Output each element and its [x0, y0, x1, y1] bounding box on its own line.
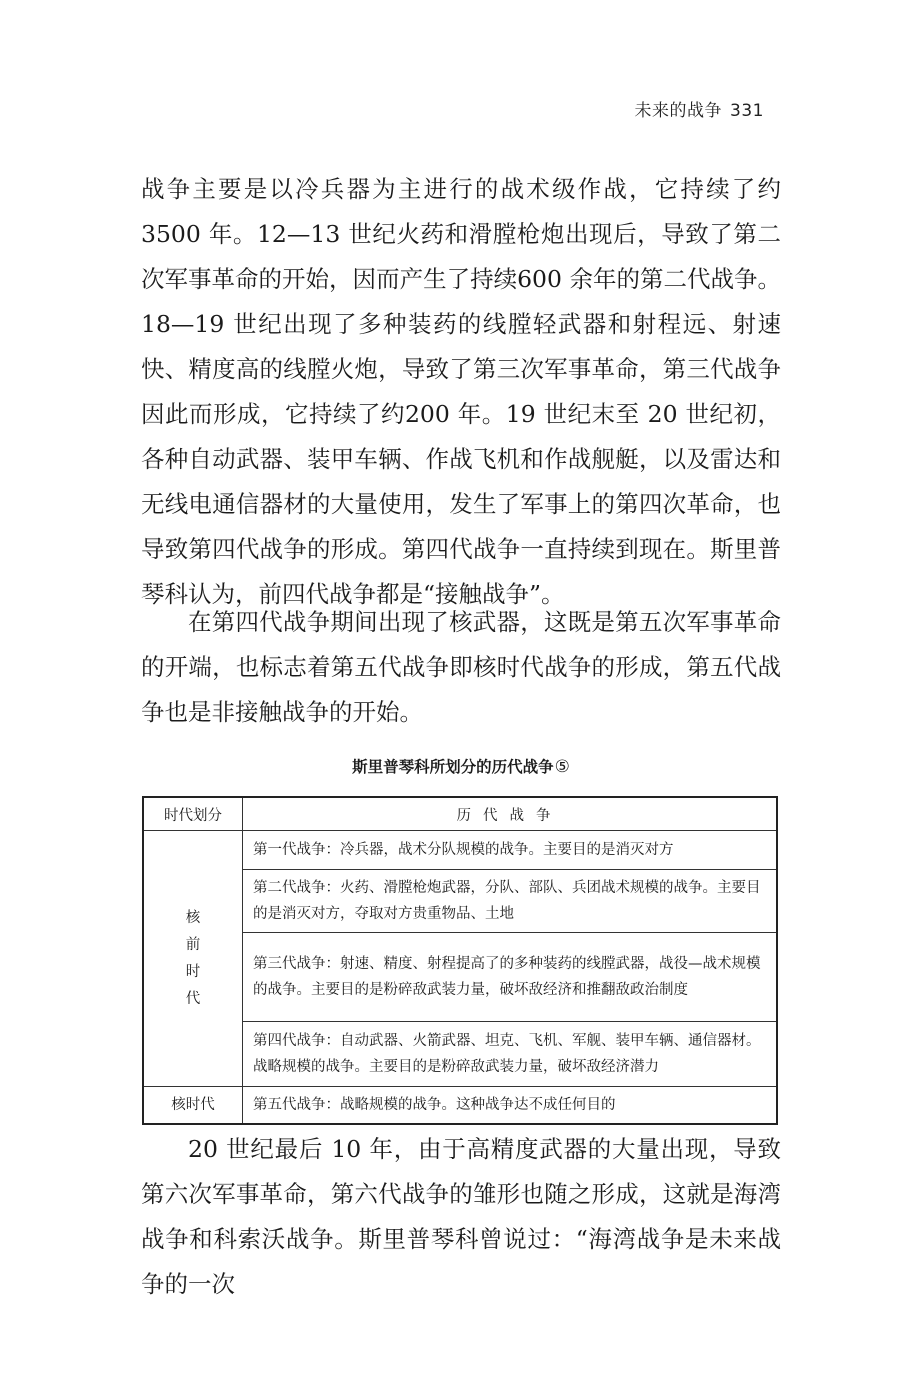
footnote-marker: ⑤ — [554, 757, 570, 777]
first-generation-war-cell: 第一代战争：冷兵器，战术分队规模的战争。主要目的是消灭对方 — [243, 831, 778, 870]
table-header-row — [143, 797, 777, 831]
third-generation-war-cell: 第三代战争：射速、精度、射程提高了的多种装药的线膛武器，战役—战术规模的战争。主要目的是粉碎敌武装力量，破坏敌经济和推翻敌政治制度 — [243, 933, 778, 1022]
era-wars-table — [142, 796, 778, 1125]
header-era-division: 时代划分 — [143, 797, 243, 831]
pre-nuclear-era-cell — [143, 831, 243, 1087]
table-row — [143, 1087, 777, 1125]
paragraph-2: 在第四代战争期间出现了核武器，这既是第五次军事革命的开端，也标志着第五代战争即核时代战争的形成，第五代战争也是非接触战争的开始。 — [141, 608, 781, 726]
table-row — [143, 831, 777, 870]
running-title: 未来的战争 — [634, 101, 723, 121]
fourth-generation-war-cell: 第四代战争：自动武器、火箭武器、坦克、飞机、军舰、装甲车辆、通信器材。战略规模的战争。主要目的是粉碎敌武装力量，破坏敌经济潜力 — [243, 1022, 778, 1087]
pre-nuclear-era-label: 核前时代 — [185, 909, 201, 1007]
second-generation-war-cell: 第二代战争：火药、滑膛枪炮武器，分队、部队、兵团战术规模的战争。主要目的是消灭对方，夺取对方贵重物品、土地 — [243, 870, 778, 933]
fifth-generation-war-cell: 第五代战争：战略规模的战争。这种战争达不成任何目的 — [243, 1087, 778, 1125]
paragraph-1: 战争主要是以冷兵器为主进行的战术级作战，它持续了约 3500 年。12—13 世纪火药和滑膛枪炮出现后，导致了第二次军事革命的开始，因而产生了持续600 余年的第二代战争。18—19 世纪出现了多种装药的线膛轻武器和射程远、射速快、精度高的线膛火炮，导致了第三次军事革命，第三代战争因此而形成，它持续了约200 年。19 世纪末至 20 世纪初，各种自动武器、装甲车辆、作战飞机和作战舰艇，以及雷达和无线电通信器材的大量使用，发生了军事上的第四次革命，也导致第四代战争的形成。第四代战争一直持续到现在。斯里普琴科认为，前四代战争都是“接触战争”。 — [141, 175, 781, 608]
header-wars: 历代战争 — [243, 797, 778, 831]
nuclear-era-cell: 核时代 — [143, 1087, 243, 1125]
table-caption-text: 斯里普琴科所划分的历代战争 — [352, 758, 554, 776]
page-number: 331 — [730, 101, 764, 121]
table-caption — [141, 755, 781, 777]
running-header — [635, 96, 764, 121]
paragraph-3: 20 世纪最后 10 年，由于高精度武器的大量出现，导致第六次军事革命，第六代战争的雏形也随之形成，这就是海湾战争和科索沃战争。斯里普琴科曾说过：“海湾战争是未来战争的一次 — [141, 1135, 781, 1298]
